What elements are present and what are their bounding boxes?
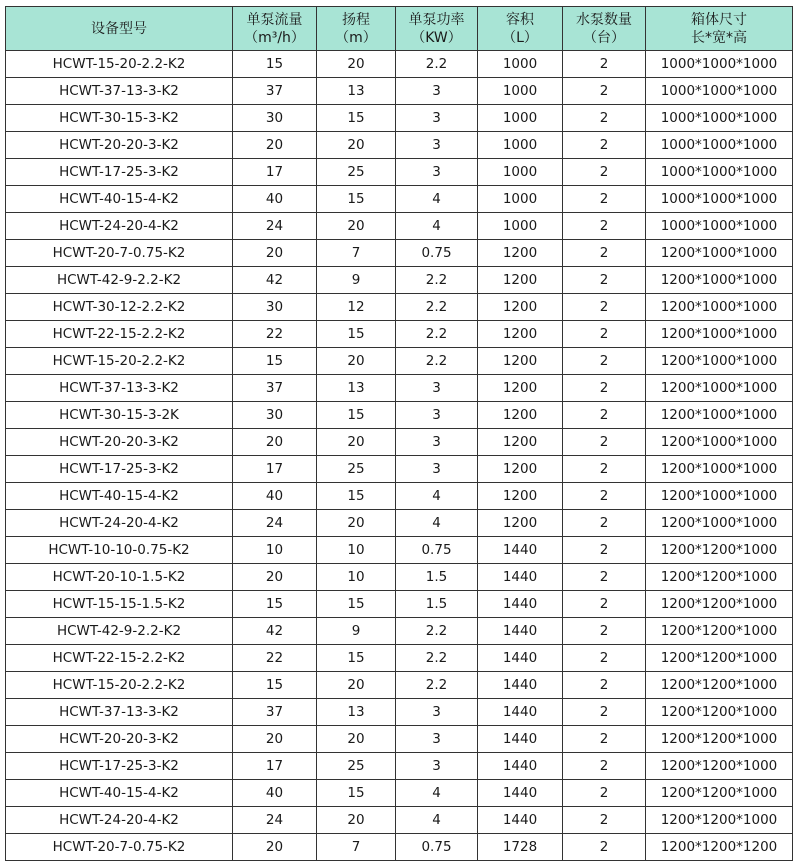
cell-model: HCWT-20-7-0.75-K2 (6, 834, 233, 861)
table-row (6, 834, 793, 861)
cell-pump-count: 2 (563, 591, 646, 618)
cell-power: 3 (396, 429, 478, 456)
cell-model: HCWT-24-20-4-K2 (6, 213, 233, 240)
cell-model: HCWT-22-15-2.2-K2 (6, 645, 233, 672)
cell-head: 13 (317, 375, 396, 402)
cell-head: 9 (317, 618, 396, 645)
cell-dimensions: 1000*1000*1000 (646, 105, 793, 132)
cell-flow: 24 (233, 510, 317, 537)
cell-dimensions: 1200*1200*1000 (646, 672, 793, 699)
table-row (6, 105, 793, 132)
cell-model: HCWT-10-10-0.75-K2 (6, 537, 233, 564)
cell-flow: 24 (233, 213, 317, 240)
header-col-volume (478, 7, 563, 51)
cell-dimensions: 1200*1200*1000 (646, 753, 793, 780)
table-row (6, 240, 793, 267)
cell-head: 9 (317, 267, 396, 294)
cell-pump-count: 2 (563, 186, 646, 213)
cell-flow: 30 (233, 294, 317, 321)
cell-dimensions: 1200*1200*1000 (646, 699, 793, 726)
table-row (6, 537, 793, 564)
cell-head: 25 (317, 456, 396, 483)
cell-flow: 22 (233, 321, 317, 348)
cell-pump-count: 2 (563, 375, 646, 402)
cell-flow: 20 (233, 429, 317, 456)
cell-dimensions: 1200*1200*1000 (646, 537, 793, 564)
cell-pump-count: 2 (563, 51, 646, 78)
cell-power: 3 (396, 456, 478, 483)
cell-power: 3 (396, 753, 478, 780)
header-label: 容积 (506, 11, 534, 28)
table-row (6, 294, 793, 321)
cell-pump-count: 2 (563, 402, 646, 429)
header-label: 扬程 (342, 11, 370, 28)
cell-volume: 1200 (478, 429, 563, 456)
cell-flow: 17 (233, 753, 317, 780)
cell-dimensions: 1000*1000*1000 (646, 132, 793, 159)
cell-pump-count: 2 (563, 672, 646, 699)
cell-flow: 42 (233, 618, 317, 645)
cell-dimensions: 1200*1000*1000 (646, 348, 793, 375)
cell-head: 20 (317, 510, 396, 537)
table-row (6, 483, 793, 510)
cell-power: 2.2 (396, 321, 478, 348)
cell-volume: 1000 (478, 132, 563, 159)
cell-pump-count: 2 (563, 564, 646, 591)
cell-volume: 1200 (478, 267, 563, 294)
cell-power: 3 (396, 105, 478, 132)
table-row (6, 780, 793, 807)
cell-flow: 20 (233, 564, 317, 591)
cell-pump-count: 2 (563, 645, 646, 672)
cell-pump-count: 2 (563, 429, 646, 456)
cell-model: HCWT-37-13-3-K2 (6, 78, 233, 105)
cell-dimensions: 1200*1200*1000 (646, 564, 793, 591)
cell-pump-count: 2 (563, 105, 646, 132)
header-col-head (317, 7, 396, 51)
cell-model: HCWT-17-25-3-K2 (6, 753, 233, 780)
table-row (6, 807, 793, 834)
table-row (6, 429, 793, 456)
table-row (6, 348, 793, 375)
cell-head: 15 (317, 402, 396, 429)
cell-dimensions: 1200*1200*1000 (646, 618, 793, 645)
cell-head: 7 (317, 834, 396, 861)
cell-head: 20 (317, 213, 396, 240)
cell-power: 0.75 (396, 834, 478, 861)
cell-pump-count: 2 (563, 294, 646, 321)
cell-head: 13 (317, 699, 396, 726)
cell-flow: 15 (233, 672, 317, 699)
cell-model: HCWT-40-15-4-K2 (6, 780, 233, 807)
cell-dimensions: 1200*1000*1000 (646, 402, 793, 429)
table-row (6, 51, 793, 78)
cell-power: 3 (396, 402, 478, 429)
cell-model: HCWT-15-20-2.2-K2 (6, 672, 233, 699)
cell-flow: 20 (233, 726, 317, 753)
cell-pump-count: 2 (563, 456, 646, 483)
table-row (6, 564, 793, 591)
cell-flow: 17 (233, 159, 317, 186)
cell-head: 20 (317, 348, 396, 375)
cell-volume: 1440 (478, 699, 563, 726)
cell-dimensions: 1000*1000*1000 (646, 213, 793, 240)
table-row (6, 672, 793, 699)
cell-head: 15 (317, 186, 396, 213)
table-row (6, 186, 793, 213)
cell-model: HCWT-40-15-4-K2 (6, 186, 233, 213)
cell-head: 15 (317, 321, 396, 348)
cell-volume: 1000 (478, 159, 563, 186)
cell-flow: 20 (233, 834, 317, 861)
cell-pump-count: 2 (563, 510, 646, 537)
cell-flow: 15 (233, 348, 317, 375)
cell-dimensions: 1200*1000*1000 (646, 267, 793, 294)
table-row (6, 753, 793, 780)
cell-model: HCWT-37-13-3-K2 (6, 699, 233, 726)
cell-flow: 42 (233, 267, 317, 294)
cell-model: HCWT-20-7-0.75-K2 (6, 240, 233, 267)
cell-pump-count: 2 (563, 699, 646, 726)
cell-power: 4 (396, 807, 478, 834)
cell-dimensions: 1200*1000*1000 (646, 510, 793, 537)
cell-model: HCWT-37-13-3-K2 (6, 375, 233, 402)
cell-volume: 1000 (478, 78, 563, 105)
cell-pump-count: 2 (563, 537, 646, 564)
header-unit: （m） (335, 29, 377, 46)
cell-dimensions: 1000*1000*1000 (646, 51, 793, 78)
cell-dimensions: 1000*1000*1000 (646, 186, 793, 213)
cell-head: 10 (317, 537, 396, 564)
header-col-flow (233, 7, 317, 51)
cell-model: HCWT-15-20-2.2-K2 (6, 51, 233, 78)
cell-head: 25 (317, 159, 396, 186)
cell-dimensions: 1000*1000*1000 (646, 159, 793, 186)
header-label: 设备型号 (91, 20, 147, 37)
table-body (6, 51, 793, 861)
cell-dimensions: 1200*1000*1000 (646, 240, 793, 267)
cell-dimensions: 1200*1000*1000 (646, 375, 793, 402)
cell-power: 2.2 (396, 51, 478, 78)
cell-head: 7 (317, 240, 396, 267)
cell-volume: 1200 (478, 348, 563, 375)
cell-power: 1.5 (396, 564, 478, 591)
cell-flow: 24 (233, 807, 317, 834)
cell-volume: 1440 (478, 672, 563, 699)
cell-dimensions: 1000*1000*1000 (646, 78, 793, 105)
cell-model: HCWT-20-20-3-K2 (6, 429, 233, 456)
cell-pump-count: 2 (563, 753, 646, 780)
table-row (6, 267, 793, 294)
cell-flow: 15 (233, 51, 317, 78)
cell-power: 2.2 (396, 618, 478, 645)
cell-head: 20 (317, 132, 396, 159)
cell-head: 15 (317, 105, 396, 132)
cell-pump-count: 2 (563, 240, 646, 267)
cell-model: HCWT-24-20-4-K2 (6, 807, 233, 834)
cell-flow: 20 (233, 240, 317, 267)
cell-volume: 1200 (478, 483, 563, 510)
cell-flow: 30 (233, 402, 317, 429)
header-label: 水泵数量 (576, 11, 632, 28)
cell-pump-count: 2 (563, 78, 646, 105)
cell-model: HCWT-42-9-2.2-K2 (6, 267, 233, 294)
cell-head: 13 (317, 78, 396, 105)
cell-volume: 1200 (478, 240, 563, 267)
cell-pump-count: 2 (563, 726, 646, 753)
cell-volume: 1200 (478, 375, 563, 402)
table-row (6, 618, 793, 645)
table-row (6, 510, 793, 537)
cell-power: 2.2 (396, 267, 478, 294)
cell-head: 25 (317, 753, 396, 780)
cell-flow: 40 (233, 483, 317, 510)
cell-volume: 1440 (478, 807, 563, 834)
table-row (6, 591, 793, 618)
cell-power: 2.2 (396, 348, 478, 375)
header-row (6, 7, 793, 51)
cell-power: 3 (396, 699, 478, 726)
table-row (6, 456, 793, 483)
cell-dimensions: 1200*1200*1000 (646, 726, 793, 753)
cell-power: 3 (396, 726, 478, 753)
cell-model: HCWT-30-12-2.2-K2 (6, 294, 233, 321)
cell-flow: 22 (233, 645, 317, 672)
cell-volume: 1000 (478, 213, 563, 240)
cell-model: HCWT-30-15-3-K2 (6, 105, 233, 132)
cell-head: 20 (317, 429, 396, 456)
cell-model: HCWT-42-9-2.2-K2 (6, 618, 233, 645)
cell-model: HCWT-22-15-2.2-K2 (6, 321, 233, 348)
cell-volume: 1440 (478, 780, 563, 807)
cell-pump-count: 2 (563, 213, 646, 240)
cell-power: 4 (396, 780, 478, 807)
cell-flow: 37 (233, 375, 317, 402)
cell-model: HCWT-20-20-3-K2 (6, 726, 233, 753)
cell-model: HCWT-20-20-3-K2 (6, 132, 233, 159)
cell-flow: 17 (233, 456, 317, 483)
cell-head: 20 (317, 807, 396, 834)
cell-volume: 1200 (478, 402, 563, 429)
cell-flow: 37 (233, 699, 317, 726)
cell-volume: 1200 (478, 456, 563, 483)
cell-dimensions: 1200*1000*1000 (646, 429, 793, 456)
cell-pump-count: 2 (563, 780, 646, 807)
table-header (6, 7, 793, 51)
cell-volume: 1440 (478, 753, 563, 780)
cell-flow: 37 (233, 78, 317, 105)
table-row (6, 375, 793, 402)
cell-volume: 1728 (478, 834, 563, 861)
cell-pump-count: 2 (563, 483, 646, 510)
cell-dimensions: 1200*1200*1200 (646, 834, 793, 861)
cell-model: HCWT-15-15-1.5-K2 (6, 591, 233, 618)
cell-dimensions: 1200*1000*1000 (646, 483, 793, 510)
table-row (6, 699, 793, 726)
cell-head: 10 (317, 564, 396, 591)
cell-power: 3 (396, 78, 478, 105)
cell-volume: 1000 (478, 51, 563, 78)
cell-power: 2.2 (396, 645, 478, 672)
cell-flow: 15 (233, 591, 317, 618)
table-row (6, 402, 793, 429)
table-row (6, 78, 793, 105)
cell-volume: 1200 (478, 321, 563, 348)
cell-pump-count: 2 (563, 267, 646, 294)
cell-head: 15 (317, 483, 396, 510)
cell-model: HCWT-15-20-2.2-K2 (6, 348, 233, 375)
table-row (6, 132, 793, 159)
cell-head: 15 (317, 780, 396, 807)
cell-power: 3 (396, 132, 478, 159)
cell-model: HCWT-20-10-1.5-K2 (6, 564, 233, 591)
cell-volume: 1000 (478, 105, 563, 132)
cell-dimensions: 1200*1200*1000 (646, 645, 793, 672)
cell-head: 20 (317, 51, 396, 78)
cell-head: 20 (317, 672, 396, 699)
cell-flow: 40 (233, 186, 317, 213)
header-label: 单泵流量 (246, 11, 303, 28)
cell-power: 2.2 (396, 294, 478, 321)
spec-table-container (5, 6, 792, 861)
cell-model: HCWT-30-15-3-2K (6, 402, 233, 429)
cell-head: 12 (317, 294, 396, 321)
cell-model: HCWT-24-20-4-K2 (6, 510, 233, 537)
cell-power: 3 (396, 159, 478, 186)
header-col-dimensions (646, 7, 793, 51)
cell-flow: 40 (233, 780, 317, 807)
cell-volume: 1440 (478, 564, 563, 591)
cell-head: 15 (317, 591, 396, 618)
cell-volume: 1440 (478, 591, 563, 618)
header-unit: （L） (502, 29, 538, 46)
cell-volume: 1440 (478, 645, 563, 672)
cell-volume: 1200 (478, 294, 563, 321)
header-col-model (6, 7, 233, 51)
header-unit: 长*宽*高 (691, 29, 747, 46)
cell-power: 1.5 (396, 591, 478, 618)
pump-spec-table (5, 6, 793, 861)
table-row (6, 159, 793, 186)
cell-volume: 1440 (478, 537, 563, 564)
cell-dimensions: 1200*1000*1000 (646, 456, 793, 483)
cell-volume: 1200 (478, 510, 563, 537)
cell-pump-count: 2 (563, 321, 646, 348)
cell-power: 0.75 (396, 537, 478, 564)
table-row (6, 321, 793, 348)
table-row (6, 645, 793, 672)
cell-model: HCWT-40-15-4-K2 (6, 483, 233, 510)
cell-power: 3 (396, 375, 478, 402)
header-unit: （台） (583, 29, 625, 46)
cell-power: 4 (396, 510, 478, 537)
header-label: 单泵功率 (408, 11, 465, 28)
cell-flow: 10 (233, 537, 317, 564)
cell-power: 4 (396, 213, 478, 240)
cell-dimensions: 1200*1200*1000 (646, 807, 793, 834)
cell-dimensions: 1200*1200*1000 (646, 780, 793, 807)
header-col-power (396, 7, 478, 51)
cell-volume: 1000 (478, 186, 563, 213)
header-unit: （m³/h） (244, 29, 305, 46)
cell-model: HCWT-17-25-3-K2 (6, 456, 233, 483)
cell-pump-count: 2 (563, 834, 646, 861)
header-col-pump-count (563, 7, 646, 51)
cell-flow: 20 (233, 132, 317, 159)
cell-power: 0.75 (396, 240, 478, 267)
cell-pump-count: 2 (563, 807, 646, 834)
cell-dimensions: 1200*1000*1000 (646, 294, 793, 321)
cell-head: 15 (317, 645, 396, 672)
header-unit: （KW） (411, 29, 462, 46)
cell-power: 4 (396, 483, 478, 510)
header-label: 箱体尺寸 (691, 11, 747, 28)
table-row (6, 213, 793, 240)
cell-volume: 1440 (478, 726, 563, 753)
cell-flow: 30 (233, 105, 317, 132)
cell-power: 4 (396, 186, 478, 213)
cell-pump-count: 2 (563, 348, 646, 375)
cell-pump-count: 2 (563, 132, 646, 159)
cell-dimensions: 1200*1000*1000 (646, 321, 793, 348)
table-row (6, 726, 793, 753)
cell-pump-count: 2 (563, 618, 646, 645)
cell-head: 20 (317, 726, 396, 753)
cell-power: 2.2 (396, 672, 478, 699)
cell-model: HCWT-17-25-3-K2 (6, 159, 233, 186)
cell-dimensions: 1200*1200*1000 (646, 591, 793, 618)
cell-volume: 1440 (478, 618, 563, 645)
cell-pump-count: 2 (563, 159, 646, 186)
